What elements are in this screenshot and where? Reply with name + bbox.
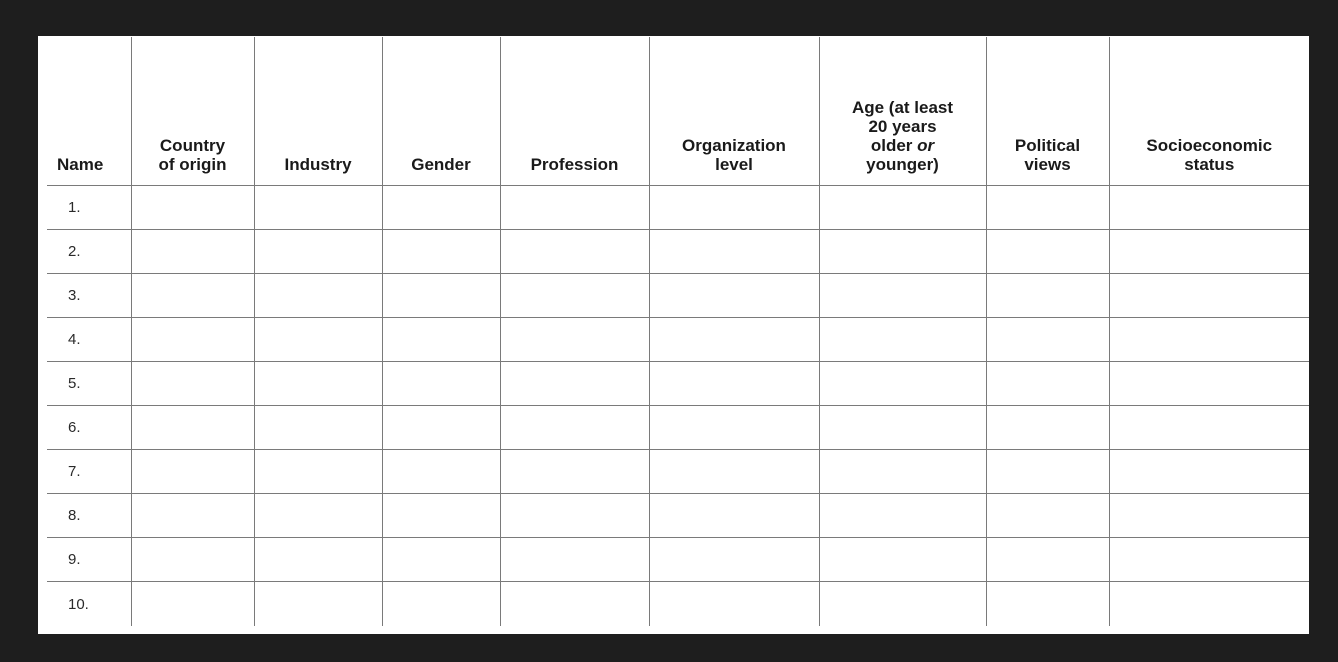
column-header-gender bbox=[382, 37, 500, 186]
row-number: 6. bbox=[47, 406, 131, 450]
blank-cell bbox=[500, 274, 649, 318]
blank-cell bbox=[1109, 274, 1309, 318]
blank-cell bbox=[986, 186, 1109, 230]
row-number: 9. bbox=[47, 538, 131, 582]
column-header-political-views bbox=[986, 37, 1109, 186]
blank-cell bbox=[1109, 230, 1309, 274]
blank-cell bbox=[131, 274, 254, 318]
blank-cell bbox=[1109, 362, 1309, 406]
blank-cell bbox=[986, 274, 1109, 318]
row-number: 7. bbox=[47, 450, 131, 494]
blank-cell bbox=[382, 318, 500, 362]
blank-cell bbox=[819, 186, 986, 230]
column-header-organization-level bbox=[649, 37, 819, 186]
blank-cell bbox=[819, 406, 986, 450]
page-left-edge bbox=[38, 36, 47, 634]
blank-cell bbox=[819, 494, 986, 538]
blank-cell bbox=[819, 538, 986, 582]
column-header-industry bbox=[254, 37, 382, 186]
age-header-emphasis: or bbox=[917, 136, 935, 155]
row-number: 2. bbox=[47, 230, 131, 274]
blank-cell bbox=[131, 538, 254, 582]
column-header-label: Country of origin bbox=[158, 136, 227, 174]
table-row bbox=[47, 538, 1309, 582]
blank-cell bbox=[986, 450, 1109, 494]
blank-cell bbox=[500, 362, 649, 406]
column-header-label: Industry bbox=[284, 155, 352, 174]
blank-cell bbox=[819, 450, 986, 494]
worksheet-table bbox=[47, 37, 1309, 626]
column-header-profession bbox=[500, 37, 649, 186]
blank-cell bbox=[254, 538, 382, 582]
blank-cell bbox=[254, 362, 382, 406]
column-header-label: Socioeconomic status bbox=[1146, 136, 1273, 174]
blank-cell bbox=[1109, 450, 1309, 494]
column-header-socioeconomic-status bbox=[1109, 37, 1309, 186]
blank-cell bbox=[819, 274, 986, 318]
blank-cell bbox=[382, 186, 500, 230]
table-row bbox=[47, 274, 1309, 318]
age-header-line: 20 years bbox=[868, 117, 937, 136]
blank-cell bbox=[500, 406, 649, 450]
blank-cell bbox=[986, 582, 1109, 627]
blank-cell bbox=[649, 406, 819, 450]
blank-cell bbox=[649, 274, 819, 318]
blank-cell bbox=[382, 582, 500, 627]
blank-cell bbox=[1109, 582, 1309, 627]
table-row bbox=[47, 230, 1309, 274]
age-header-line: Age (at least bbox=[851, 98, 954, 117]
blank-cell bbox=[500, 230, 649, 274]
blank-cell bbox=[1109, 494, 1309, 538]
blank-cell bbox=[254, 318, 382, 362]
blank-cell bbox=[131, 582, 254, 627]
column-header-label: Profession bbox=[530, 155, 619, 174]
blank-cell bbox=[500, 450, 649, 494]
blank-cell bbox=[986, 538, 1109, 582]
blank-cell bbox=[819, 230, 986, 274]
table-row bbox=[47, 494, 1309, 538]
blank-cell bbox=[131, 494, 254, 538]
blank-cell bbox=[382, 538, 500, 582]
blank-cell bbox=[254, 186, 382, 230]
table-row bbox=[47, 186, 1309, 230]
blank-cell bbox=[819, 362, 986, 406]
blank-cell bbox=[500, 538, 649, 582]
blank-cell bbox=[500, 494, 649, 538]
blank-cell bbox=[986, 362, 1109, 406]
row-number: 3. bbox=[47, 274, 131, 318]
blank-cell bbox=[131, 362, 254, 406]
table-row bbox=[47, 582, 1309, 627]
blank-cell bbox=[131, 450, 254, 494]
blank-cell bbox=[500, 186, 649, 230]
table-body bbox=[47, 186, 1309, 627]
blank-cell bbox=[500, 582, 649, 627]
blank-cell bbox=[986, 494, 1109, 538]
blank-cell bbox=[649, 582, 819, 627]
blank-cell bbox=[649, 230, 819, 274]
blank-cell bbox=[649, 450, 819, 494]
blank-cell bbox=[986, 406, 1109, 450]
blank-cell bbox=[254, 582, 382, 627]
age-header-label bbox=[852, 98, 953, 174]
blank-cell bbox=[986, 230, 1109, 274]
blank-cell bbox=[131, 318, 254, 362]
blank-cell bbox=[382, 494, 500, 538]
column-header-label: Political views bbox=[1014, 136, 1081, 174]
blank-cell bbox=[131, 406, 254, 450]
row-number: 4. bbox=[47, 318, 131, 362]
blank-cell bbox=[382, 450, 500, 494]
age-header-line: younger) bbox=[866, 155, 939, 174]
blank-cell bbox=[986, 318, 1109, 362]
blank-cell bbox=[254, 274, 382, 318]
blank-cell bbox=[649, 318, 819, 362]
column-header-name bbox=[47, 37, 131, 186]
blank-cell bbox=[500, 318, 649, 362]
blank-cell bbox=[649, 494, 819, 538]
blank-cell bbox=[382, 230, 500, 274]
row-number: 8. bbox=[47, 494, 131, 538]
blank-cell bbox=[1109, 186, 1309, 230]
table-row bbox=[47, 450, 1309, 494]
blank-cell bbox=[819, 318, 986, 362]
blank-cell bbox=[382, 274, 500, 318]
blank-cell bbox=[131, 186, 254, 230]
blank-cell bbox=[819, 582, 986, 627]
row-number: 5. bbox=[47, 362, 131, 406]
row-number: 10. bbox=[47, 582, 131, 627]
blank-cell bbox=[649, 362, 819, 406]
blank-cell bbox=[131, 230, 254, 274]
age-header-line: older bbox=[870, 136, 918, 155]
blank-cell bbox=[254, 494, 382, 538]
blank-cell bbox=[649, 186, 819, 230]
column-header-label: Name bbox=[57, 155, 104, 174]
column-header-label: Gender bbox=[411, 155, 471, 174]
table-row bbox=[47, 318, 1309, 362]
blank-cell bbox=[1109, 318, 1309, 362]
column-header-country bbox=[131, 37, 254, 186]
blank-cell bbox=[649, 538, 819, 582]
blank-cell bbox=[382, 406, 500, 450]
blank-cell bbox=[1109, 406, 1309, 450]
blank-cell bbox=[382, 362, 500, 406]
blank-cell bbox=[254, 450, 382, 494]
header-row bbox=[47, 37, 1309, 186]
column-header-age bbox=[819, 37, 986, 186]
blank-cell bbox=[254, 406, 382, 450]
table-row bbox=[47, 362, 1309, 406]
row-number: 1. bbox=[47, 186, 131, 230]
table-row bbox=[47, 406, 1309, 450]
column-header-label: Organization level bbox=[682, 136, 786, 174]
blank-cell bbox=[1109, 538, 1309, 582]
blank-cell bbox=[254, 230, 382, 274]
